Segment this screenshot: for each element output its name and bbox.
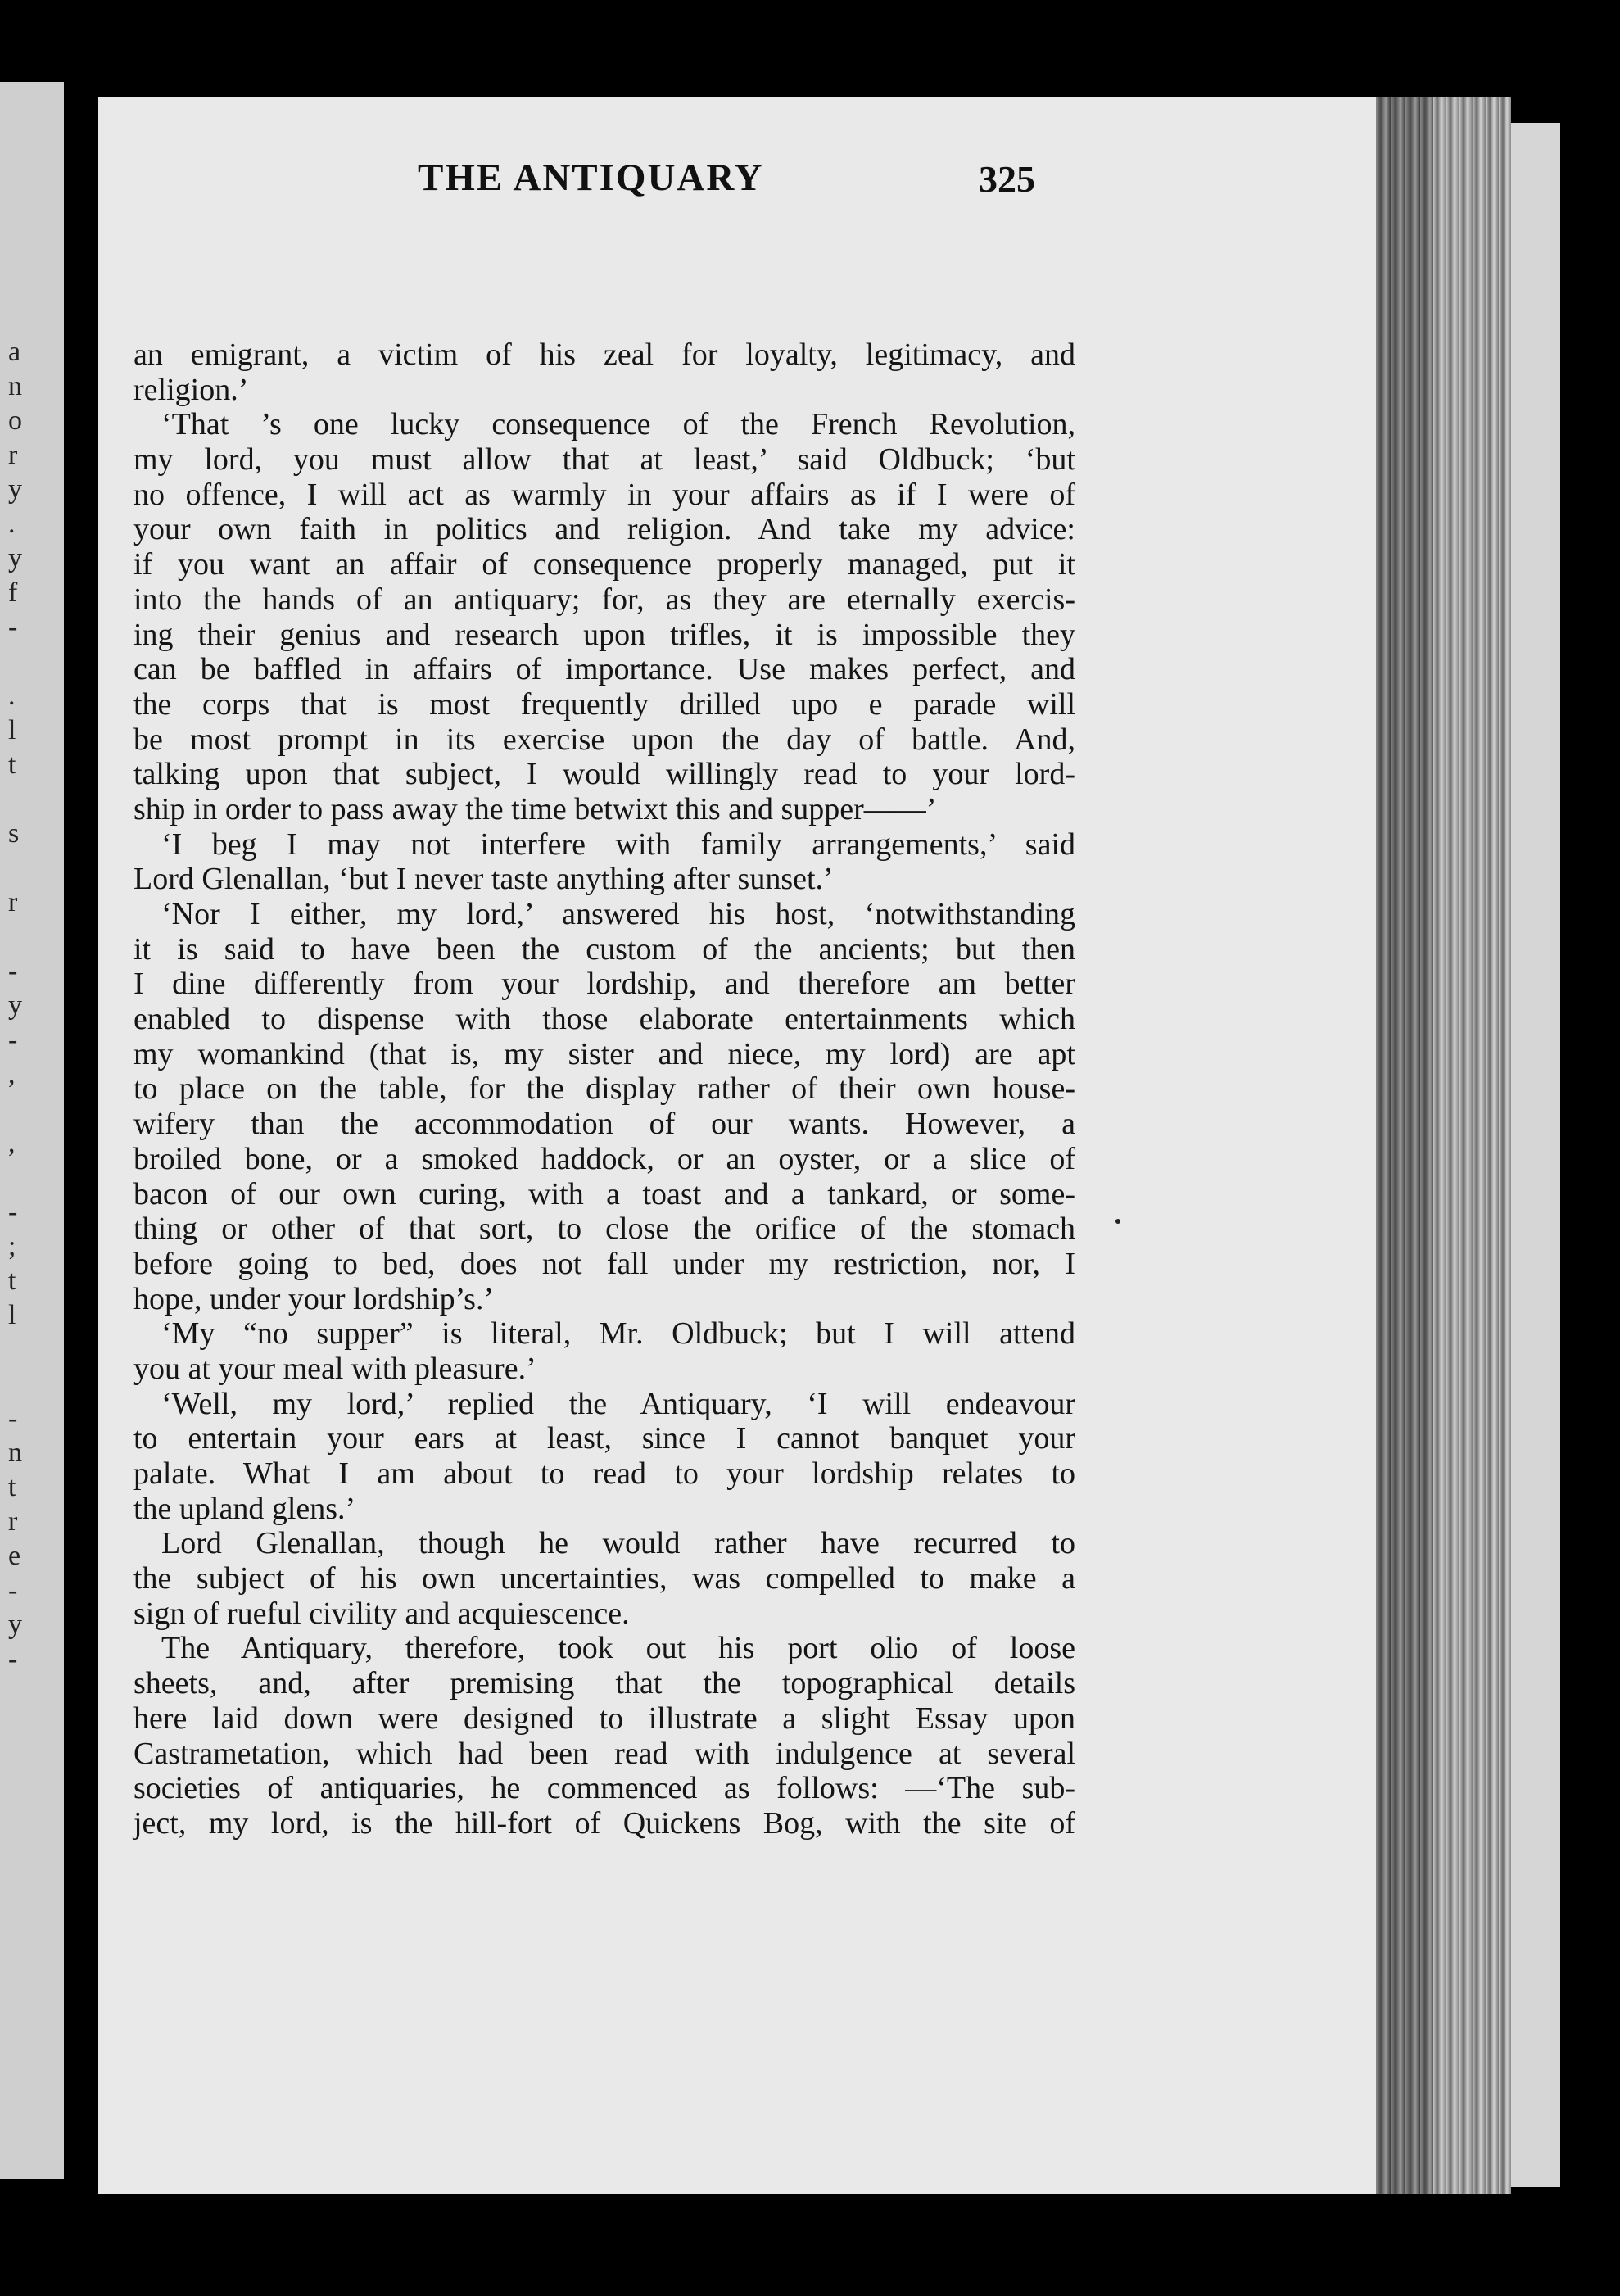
text-line: the upland glens.’ [133, 1491, 356, 1526]
margin-fragment: n [8, 1438, 22, 1468]
margin-fragment: s [8, 818, 20, 849]
text-line: here laid down were designed to illustrate a slight Essay upon [133, 1700, 1075, 1736]
text-line: an emigrant, a victim of his zeal for loyalty, legitimacy, and [133, 337, 1075, 372]
text-line: broiled bone, or a smoked haddock, or an oyster, or a slice of [133, 1141, 1075, 1176]
text-line: can be baffled in affairs of importance. Use makes perfect, and [133, 652, 1075, 687]
page-stack-edge-outer [1433, 97, 1511, 2194]
text-line: it is said to have been the custom of the ancients; but then [133, 931, 1075, 967]
margin-fragment: . [8, 681, 16, 711]
text-line: ship in order to pass away the time betwixt this and supper——’ [133, 791, 937, 826]
margin-fragment: - [8, 1644, 18, 1674]
text-line: I dine differently from your lordship, and therefore am better [133, 967, 1075, 1002]
margin-fragment: - [8, 1575, 18, 1605]
text-line: ject, my lord, is the hill-fort of Quickens Bog, with the site of [133, 1805, 1075, 1841]
margin-fragment: , [8, 1059, 16, 1089]
page-speck [1115, 1219, 1120, 1224]
text-line: if you want an affair of consequence properly managed, put it [133, 547, 1075, 582]
text-line: to entertain your ears at least, since I cannot banquet your [133, 1421, 1075, 1456]
text-line: Lord Glenallan, though he would rather have recurred to [161, 1526, 1075, 1561]
page-number: 325 [979, 158, 1035, 200]
text-line: religion.’ [133, 372, 249, 407]
text-line: ‘Well, my lord,’ replied the Antiquary, ‘I will endeavour [161, 1386, 1075, 1421]
text-line: The Antiquary, therefore, took out his port olio of loose [161, 1631, 1075, 1666]
text-line: sign of rueful civility and acquiescence. [133, 1596, 630, 1631]
running-head [319, 156, 1057, 205]
margin-fragment: y [8, 1610, 22, 1640]
margin-fragment: r [8, 887, 18, 917]
margin-fragment: r [8, 1506, 18, 1537]
text-line: sheets, and, after premising that the topographical details [133, 1666, 1075, 1701]
margin-fragment: ; [8, 1231, 16, 1261]
facing-page-sliver [0, 82, 64, 2179]
text-line: hope, under your lordship’s.’ [133, 1281, 495, 1316]
margin-fragment: - [8, 1197, 18, 1227]
margin-fragment: o [8, 405, 22, 436]
text-line: ‘That ’s one lucky consequence of the French Revolution, [161, 407, 1075, 442]
text-line: your own faith in politics and religion. And take my advice: [133, 512, 1075, 547]
margin-fragment: a [8, 337, 21, 367]
text-line: my lord, you must allow that at least,’ said Oldbuck; ‘but [133, 442, 1075, 478]
margin-fragment: f [8, 577, 18, 608]
margin-fragment: y [8, 543, 22, 573]
text-line: societies of antiquaries, he commenced as follows: —‘The sub- [133, 1771, 1075, 1806]
margin-fragment: . [8, 509, 16, 539]
page-title: THE ANTIQUARY [418, 156, 764, 199]
margin-fragment: t [8, 1266, 16, 1296]
text-line: my womankind (that is, my sister and niece, my lord) are apt [133, 1036, 1075, 1071]
text-line: ‘My “no supper” is literal, Mr. Oldbuck; but I will attend [161, 1316, 1075, 1352]
margin-fragment: , [8, 1128, 16, 1158]
margin-fragment: t [8, 1472, 16, 1502]
margin-fragment: r [8, 440, 18, 470]
text-line: no offence, I will act as warmly in your affairs as if I were of [133, 477, 1075, 512]
body-text [133, 337, 1075, 1841]
page-stack-edge [1376, 97, 1433, 2194]
text-line: talking upon that subject, I would willingly read to your lord- [133, 757, 1075, 792]
text-line: the corps that is most frequently drilled upo e parade will [133, 686, 1075, 722]
margin-fragment: - [8, 612, 18, 642]
text-line: the subject of his own uncertainties, was compelled to make a [133, 1561, 1075, 1596]
margin-fragment: n [8, 371, 22, 401]
margin-fragment: - [8, 1025, 18, 1055]
text-line: into the hands of an antiquary; for, as they are eternally exercis- [133, 582, 1075, 617]
margin-fragment: - [8, 1403, 18, 1433]
margin-fragment: e [8, 1541, 21, 1571]
page-stack-margin [1511, 123, 1560, 2187]
text-line: bacon of our own curing, with a toast and a tankard, or some- [133, 1176, 1075, 1211]
text-line: wifery than the accommodation of our wants. However, a [133, 1107, 1075, 1142]
text-line: ‘Nor I either, my lord,’ answered his host, ‘notwithstanding [161, 897, 1075, 931]
text-line: before going to bed, does not fall under my restriction, nor, I [133, 1246, 1075, 1281]
text-line: Lord Glenallan, ‘but I never taste anything after sunset.’ [133, 862, 834, 897]
text-line: to place on the table, for the display rather of their own house- [133, 1071, 1075, 1107]
margin-fragment: l [8, 1300, 16, 1330]
text-line: Castrametation, which had been read with indulgence at several [133, 1736, 1075, 1771]
margin-fragment: l [8, 715, 16, 745]
text-line: ‘I beg I may not interfere with family arrangements,’ said [161, 826, 1075, 862]
text-line: you at your meal with pleasure.’ [133, 1351, 536, 1386]
text-line: be most prompt in its exercise upon the day of battle. And, [133, 722, 1075, 757]
margin-fragment: y [8, 474, 22, 505]
margin-fragment: t [8, 749, 16, 780]
margin-fragment: y [8, 990, 22, 1021]
text-line: ing their genius and research upon trifles, it is impossible they [133, 617, 1075, 652]
text-line: thing or other of that sort, to close the orifice of the stomach [133, 1211, 1075, 1247]
margin-fragment: - [8, 956, 18, 986]
text-line: palate. What I am about to read to your lordship relates to [133, 1456, 1075, 1491]
text-line: enabled to dispense with those elaborate entertainments which [133, 1002, 1075, 1037]
